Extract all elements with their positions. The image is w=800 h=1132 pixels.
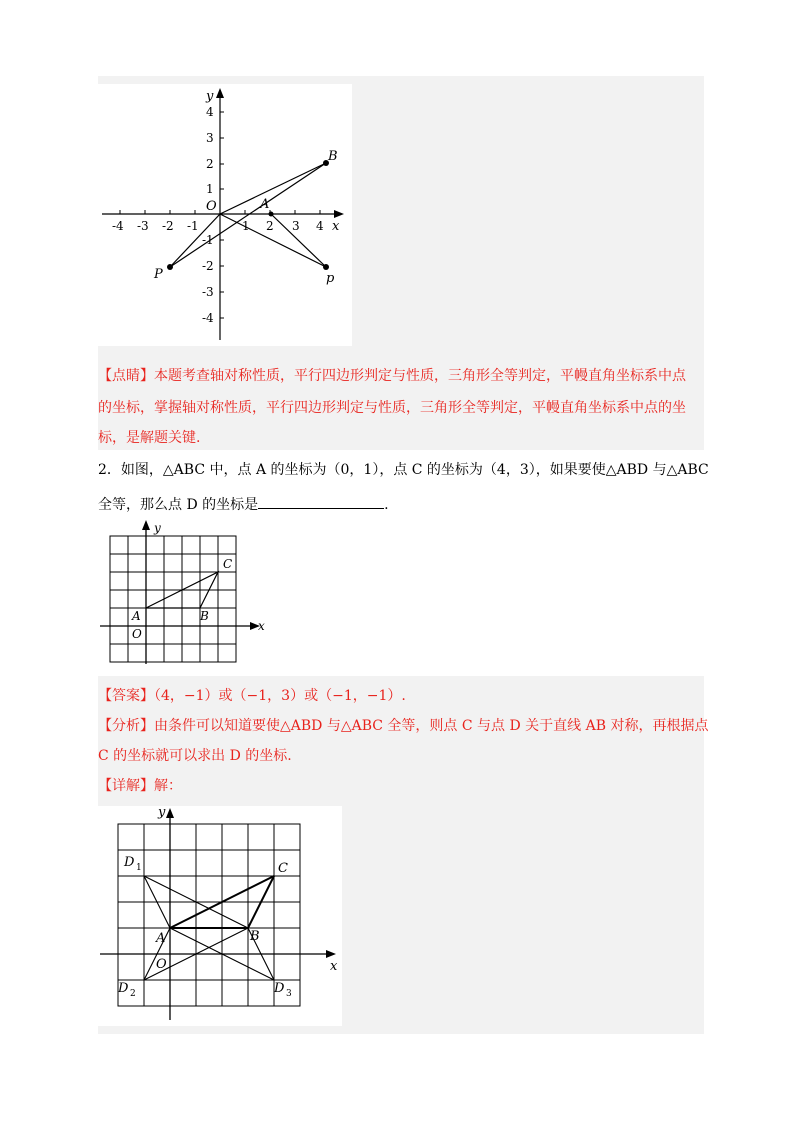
figure-3 (98, 806, 342, 1026)
detail-text: 解： (154, 778, 182, 794)
point-d1-label: D (124, 855, 135, 870)
comment-text: 标，是解题关键. (98, 430, 201, 446)
point-a-label: A (132, 609, 141, 623)
x-tick: 4 (316, 219, 324, 233)
analysis-tag: 【分析】 (98, 718, 154, 734)
point-c-label: C (223, 557, 233, 571)
y-tick: -4 (202, 311, 214, 325)
x-axis-label: x (332, 219, 340, 234)
x-tick: 3 (292, 219, 300, 233)
x-tick: 2 (266, 219, 274, 233)
x-tick: -3 (137, 219, 149, 233)
comment-line-2 (98, 398, 708, 418)
point-p-right-label: p (326, 271, 335, 286)
y-tick: 3 (206, 131, 214, 145)
analysis-text: 由条件可以知道要使△ABD 与△ABC 全等，则点 C 与点 D 关于直线 AB 对称，再根据点 (154, 718, 709, 734)
point-b-label: B (250, 929, 260, 944)
point-d2-subscript: 2 (130, 989, 136, 999)
figure-1-svg (98, 84, 352, 346)
comment-line-1 (98, 366, 708, 386)
point-p-right-dot (323, 264, 329, 270)
origin-label: O (206, 199, 217, 214)
y-tick: 4 (206, 105, 214, 119)
y-tick: -2 (202, 259, 214, 273)
detail-line (98, 776, 708, 796)
comment-text: 的坐标，掌握轴对称性质，平行四边形判定与性质，三角形全等判定，平幔直角坐标系中点的坐 (98, 400, 686, 416)
point-b-label: B (200, 609, 209, 623)
y-tick: -3 (202, 285, 214, 299)
question-text: 全等，那么点 D 的坐标是 (98, 497, 259, 513)
question-2-line-2 (98, 494, 708, 515)
figure-2-svg (98, 518, 268, 666)
x-tick: 1 (242, 219, 250, 233)
comment-tag: 【点睛】 (98, 368, 154, 384)
figure-2 (98, 518, 268, 666)
figure-1 (98, 84, 352, 346)
y-tick: 1 (206, 182, 214, 196)
x-axis-label: x (330, 959, 338, 974)
point-p-left-dot (167, 264, 173, 270)
point-c-label: C (278, 861, 288, 876)
question-2-line-1 (98, 460, 708, 480)
x-tick: -4 (112, 219, 124, 233)
origin-label: O (132, 627, 142, 641)
y-axis-label: y (154, 521, 161, 535)
point-a-label: A (260, 197, 270, 212)
answer-text: （4，−1）或（−1，3）或（−1，−1）. (154, 688, 406, 704)
comment-text: 本题考查轴对称性质，平行四边形判定与性质，三角形全等判定，平幔直角坐标系中点 (154, 368, 686, 384)
point-d1-subscript: 1 (136, 863, 142, 873)
x-tick: -2 (162, 219, 174, 233)
question-text: 2．如图，△ABC 中，点 A 的坐标为（0，1），点 C 的坐标为（4，3），如果要使△ABD 与△ABC (98, 462, 709, 478)
y-axis-label: y (158, 806, 166, 820)
point-p-left-label: P (154, 267, 163, 282)
point-d3-subscript: 3 (286, 989, 292, 999)
x-tick: -1 (187, 219, 199, 233)
y-tick: -1 (202, 233, 214, 247)
detail-tag: 【详解】 (98, 778, 154, 794)
figure-3-svg (98, 806, 342, 1026)
question-text-end: . (384, 497, 389, 513)
analysis-text: C 的坐标就可以求出 D 的坐标. (98, 748, 292, 764)
analysis-line-1 (98, 716, 708, 736)
x-axis-label: x (258, 619, 265, 633)
point-a-dot (269, 212, 274, 217)
y-tick: 2 (206, 157, 214, 171)
answer-blank (258, 494, 384, 509)
comment-line-3 (98, 428, 708, 448)
point-d3-label: D (274, 981, 285, 996)
origin-label: O (156, 957, 167, 972)
answer-line (98, 686, 708, 706)
point-b-label: B (328, 149, 338, 164)
point-a-label: A (156, 931, 166, 946)
point-d2-label: D (118, 981, 129, 996)
answer-tag: 【答案】 (98, 688, 154, 704)
y-axis-label: y (206, 89, 214, 104)
analysis-line-2 (98, 746, 708, 766)
